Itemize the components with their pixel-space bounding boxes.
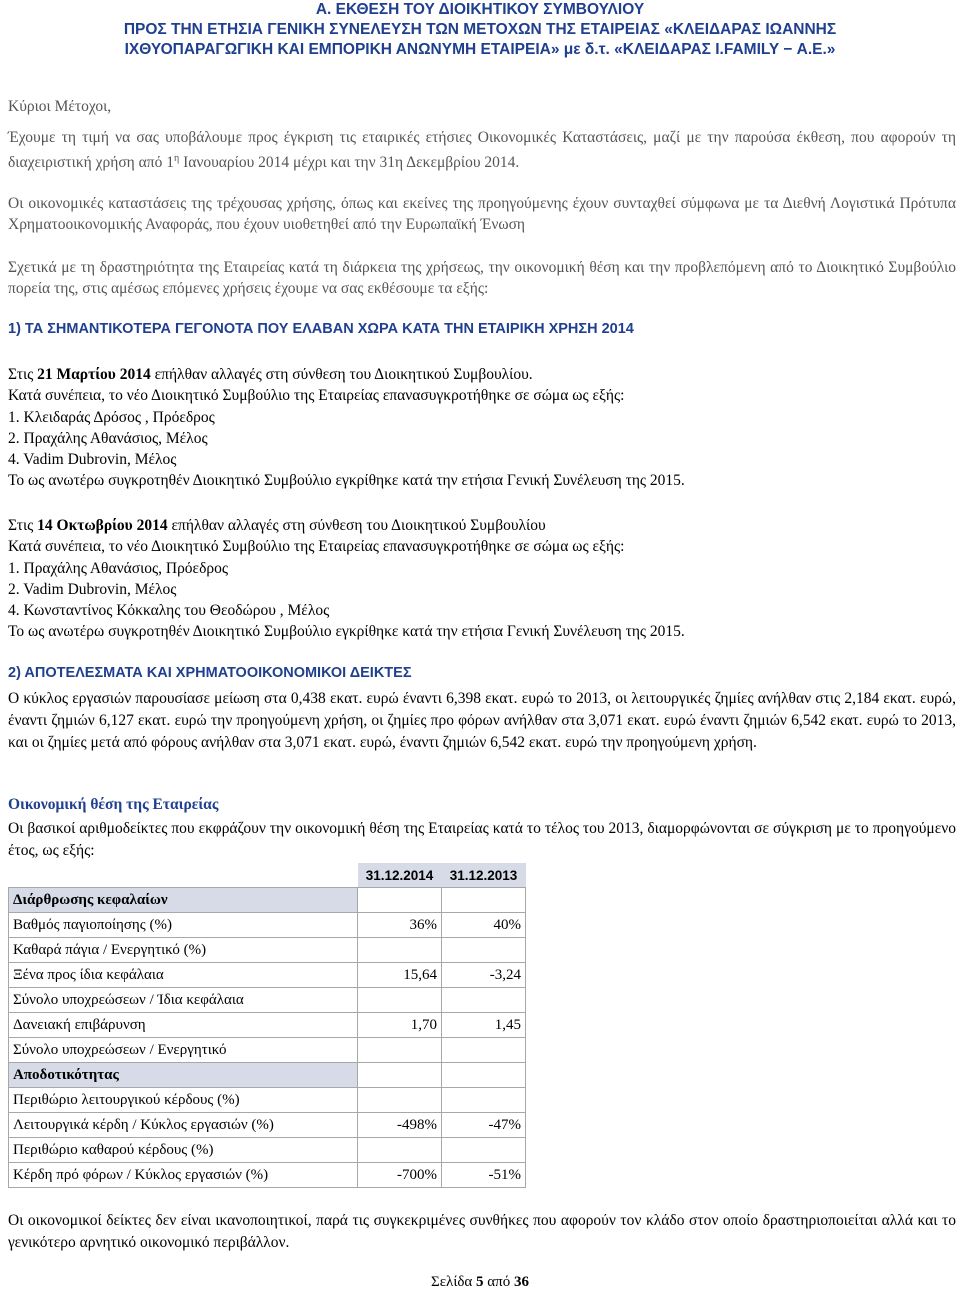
value-2014: 15,64: [358, 963, 442, 988]
row-label: Σύνολο υποχρεώσεων / Ενεργητικό: [9, 1038, 358, 1063]
table-section-row: [9, 888, 526, 913]
financial-position-title: Οικονομική θέση της Εταιρείας: [8, 796, 219, 813]
event1-member-1: 1. Κλειδαράς Δρόσος , Πρόεδρος: [8, 408, 215, 426]
table-row: [9, 988, 526, 1013]
row-label: Περιθώριο καθαρού κέρδους (%): [9, 1138, 358, 1163]
value-2014: [358, 938, 442, 963]
intro-paragraph-2: [8, 193, 956, 235]
event1-member-3: 4. Vadim Dubrovin, Μέλος: [8, 451, 177, 469]
event2-prefix: Στις: [8, 517, 38, 534]
value-2013: 1,45: [442, 1013, 526, 1038]
intro-salutation: [8, 96, 956, 117]
report-title: A. ΕΚΘΕΣΗ ΤΟΥ ΔΙΟΙΚΗΤΙΚΟΥ ΣΥΜΒΟΥΛΙΟΥ: [315, 1, 645, 18]
total-pages: 36: [513, 1274, 529, 1290]
event1-date: 21 Μαρτίου 2014: [37, 366, 151, 383]
event2-member-3: 4. Κωνσταντίνος Κόκκαλης του Θεοδώρου , Μέλος: [8, 602, 330, 620]
table-header-row: [9, 863, 526, 888]
table-row: [9, 1113, 526, 1138]
value-2013: -3,24: [442, 963, 526, 988]
event2-consequence: Κατά συνέπεια, το νέο Διοικητικό Συμβούλιο της Εταιρείας επανασυγκροτήθηκε σε σώμα ως εξής:: [8, 538, 625, 556]
page-of: από: [483, 1274, 514, 1290]
column-header-2013: 31.12.2013: [442, 863, 526, 888]
row-label: Περιθώριο λειτουργικού κέρδους (%): [9, 1088, 358, 1113]
report-subtitle-line1: ΠΡΟΣ ΤΗΝ ΕΤΗΣΙΑ ΓΕΝΙΚΗ ΣΥΝΕΛΕΥΣΗ ΤΩΝ ΜΕΤΟΧΩΝ ΤΗΣ ΕΤΑΙΡΕΙΑΣ «ΚΛΕΙΔΑΡΑΣ ΙΩΑΝΝΗΣ: [123, 21, 837, 38]
event1-consequence: Κατά συνέπεια, το νέο Διοικητικό Συμβούλιο της Εταιρείας επανασυγκροτήθηκε σε σώμα ως εξής:: [8, 387, 625, 405]
value-2013: [442, 1063, 526, 1088]
intro-paragraph-3: [8, 257, 956, 299]
row-label: Καθαρά πάγια / Ενεργητικό (%): [9, 938, 358, 963]
row-label: Διάρθρωσης κεφαλαίων: [9, 888, 358, 913]
value-2013: [442, 1088, 526, 1113]
value-2014: [358, 888, 442, 913]
row-label: Ξένα προς ίδια κεφάλαια: [9, 963, 358, 988]
table-row: [9, 1138, 526, 1163]
intro-p1-text: Έχουμε τη τιμή να σας υποβάλουμε προς έγκριση τις εταιρικές ετήσιες Οικονομικές Καταστάσεις, μαζί με την παρούσα έκθεση, που αφορούν τη διαχειριστική χρήση από 1: [8, 129, 956, 172]
row-label: Σύνολο υποχρεώσεων / Ίδια κεφάλαια: [9, 988, 358, 1013]
intro-paragraph-1: [8, 127, 956, 173]
value-2014: [358, 1038, 442, 1063]
event2-date: 14 Οκτωβρίου 2014: [37, 517, 168, 534]
column-header-2014: 31.12.2014: [358, 863, 442, 888]
table-row: [9, 1088, 526, 1113]
table-row: [9, 913, 526, 938]
value-2013: -51%: [442, 1163, 526, 1188]
intro-p1-sup: η: [173, 153, 180, 164]
section-2-title: 2) ΑΠΟΤΕΛΕΣΜΑΤΑ ΚΑΙ ΧΡΗΜΑΤΟΟΙΚΟΝΟΜΙΚΟΙ ΔΕΙΚΤΕΣ: [8, 665, 412, 681]
value-2014: [358, 1138, 442, 1163]
results-paragraph: [8, 688, 956, 754]
closing-text: Οι οικονομικοί δείκτες δεν είναι ικανοποιητικοί, παρά τις συγκεκριμένες συνθήκες που αφορούν τον κλάδο στον οποίο δραστηριοποιείται αλλά και το γενικότερο αρνητικό οικονομικό περιβάλλον.: [8, 1212, 956, 1251]
intro-p3-text: Σχετικά με τη δραστηριότητα της Εταιρείας κατά τη διάρκεια της χρήσεως, την οικονομική θέση και την προβλεπόμενη από το Διοικητικό Συμβούλιο πορεία της, στις αμέσως επόμενες χρήσεις έχουμε να σας εκθέσουμε τα εξής:: [8, 259, 956, 297]
value-2013: [442, 1038, 526, 1063]
table-row: [9, 938, 526, 963]
value-2014: -700%: [358, 1163, 442, 1188]
table-section-row: [9, 1063, 526, 1088]
results-text: Ο κύκλος εργασιών παρουσίασε μείωση στα 0,438 εκατ. ευρώ έναντι 6,398 εκατ. ευρώ το 2013, οι λειτουργικές ζημίες ανήλθαν στις 2,184 εκατ. ευρώ, έναντι ζημιών 6,127 εκατ. ευρώ την προηγούμενη χρήση, οι ζημίες προ φόρων ανήλθαν στα 3,071 εκατ. ευρώ έναντι ζημιών 6,542 εκατ. ευρώ το 2013, και οι ζημίες μετά από φόρους ανήλθαν στα 3,071 εκατ. ευρώ, έναντι ζημιών 6,542 εκατ. ευρώ την προηγούμενη χρήση.: [8, 690, 956, 751]
section-1-title: 1) ΤΑ ΣΗΜΑΝΤΙΚΟΤΕΡΑ ΓΕΓΟΝΟΤΑ ΠΟΥ ΕΛΑΒΑΝ ΧΩΡΑ ΚΑΤΑ ΤΗΝ ΕΤΑΙΡΙΚΗ ΧΡΗΣΗ 2014: [8, 321, 634, 337]
financial-position-text: Οι βασικοί αριθμοδείκτες που εκφράζουν την οικονομική θέση της Εταιρείας κατά το τέλος του 2013, διαμορφώνονται σε σύγκριση με το προηγούμενο έτος, ως εξής:: [8, 820, 956, 859]
value-2013: [442, 938, 526, 963]
salutation-text: Κύριοι Μέτοχοι,: [8, 98, 112, 115]
value-2014: [358, 1063, 442, 1088]
value-2014: [358, 988, 442, 1013]
board-change-october: [8, 515, 956, 643]
value-2013: [442, 1138, 526, 1163]
event2-member-1: 1. Πραχάλης Αθανάσιος, Πρόεδρος: [8, 559, 228, 577]
row-label: Δανειακή επιβάρυνση: [9, 1013, 358, 1038]
table-row: [9, 963, 526, 988]
value-2014: 1,70: [358, 1013, 442, 1038]
event1-member-2: 2. Πραχάλης Αθανάσιος, Μέλος: [8, 429, 208, 447]
financial-ratios-table: [8, 863, 526, 1188]
report-subtitle-line2: ΙΧΘΥΟΠΑΡΑΓΩΓΙΚΗ ΚΑΙ ΕΜΠΟΡΙΚΗ ΑΝΩΝΥΜΗ ΕΤΑΙΡΕΙΑ» με δ.τ. «ΚΛΕΙΔΑΡΑΣ I.FAMILY − Α.Ε.»: [124, 41, 836, 58]
intro-p2-text: Οι οικονομικές καταστάσεις της τρέχουσας χρήσης, όπως και εκείνες της προηγούμενης έχουν συνταχθεί σύμφωνα με τα Διεθνή Λογιστικά Πρότυπα Χρηματοοικονομικής Αναφοράς, που έχουν υιοθετηθεί από την Ευρωπαϊκή Ένωση: [8, 195, 956, 233]
table-row: [9, 1013, 526, 1038]
board-change-march: [8, 364, 956, 492]
value-2013: -47%: [442, 1113, 526, 1138]
event1-prefix: Στις: [8, 366, 38, 383]
row-label: Λειτουργικά κέρδη / Κύκλος εργασιών (%): [9, 1113, 358, 1138]
value-2014: -498%: [358, 1113, 442, 1138]
page-number: [0, 1274, 960, 1291]
page-label: Σελίδα: [431, 1274, 477, 1290]
intro-p1-text-end: Ιανουαρίου 2014 μέχρι και την 31η Δεκεμβρίου 2014.: [179, 154, 520, 172]
table-row: [9, 1163, 526, 1188]
event1-text: επήλθαν αλλαγές στη σύνθεση του Διοικητικού Συμβουλίου.: [150, 366, 533, 383]
row-label: Κέρδη πρό φόρων / Κύκλος εργασιών (%): [9, 1163, 358, 1188]
row-label: Αποδοτικότητας: [9, 1063, 358, 1088]
current-page: 5: [476, 1274, 484, 1290]
value-2013: [442, 888, 526, 913]
financial-position-paragraph: [8, 818, 956, 862]
row-label: Βαθμός παγιοποίησης (%): [9, 913, 358, 938]
event2-member-2: 2. Vadim Dubrovin, Μέλος: [8, 580, 177, 598]
event1-approval: Το ως ανωτέρω συγκροτηθέν Διοικητικό Συμβούλιο εγκρίθηκε κατά την ετήσια Γενική Συνέλευση της 2015.: [8, 472, 685, 490]
value-2013: 40%: [442, 913, 526, 938]
value-2014: [358, 1088, 442, 1113]
value-2014: 36%: [358, 913, 442, 938]
closing-paragraph: [8, 1210, 956, 1254]
event2-text: επήλθαν αλλαγές στη σύνθεση του Διοικητικού Συμβουλίου: [167, 517, 546, 534]
event2-approval: Το ως ανωτέρω συγκροτηθέν Διοικητικό Συμβούλιο εγκρίθηκε κατά την ετήσια Γενική Συνέλευση της 2015.: [8, 623, 685, 641]
table-header-blank: [9, 863, 358, 888]
value-2013: [442, 988, 526, 1013]
table-row: [9, 1038, 526, 1063]
